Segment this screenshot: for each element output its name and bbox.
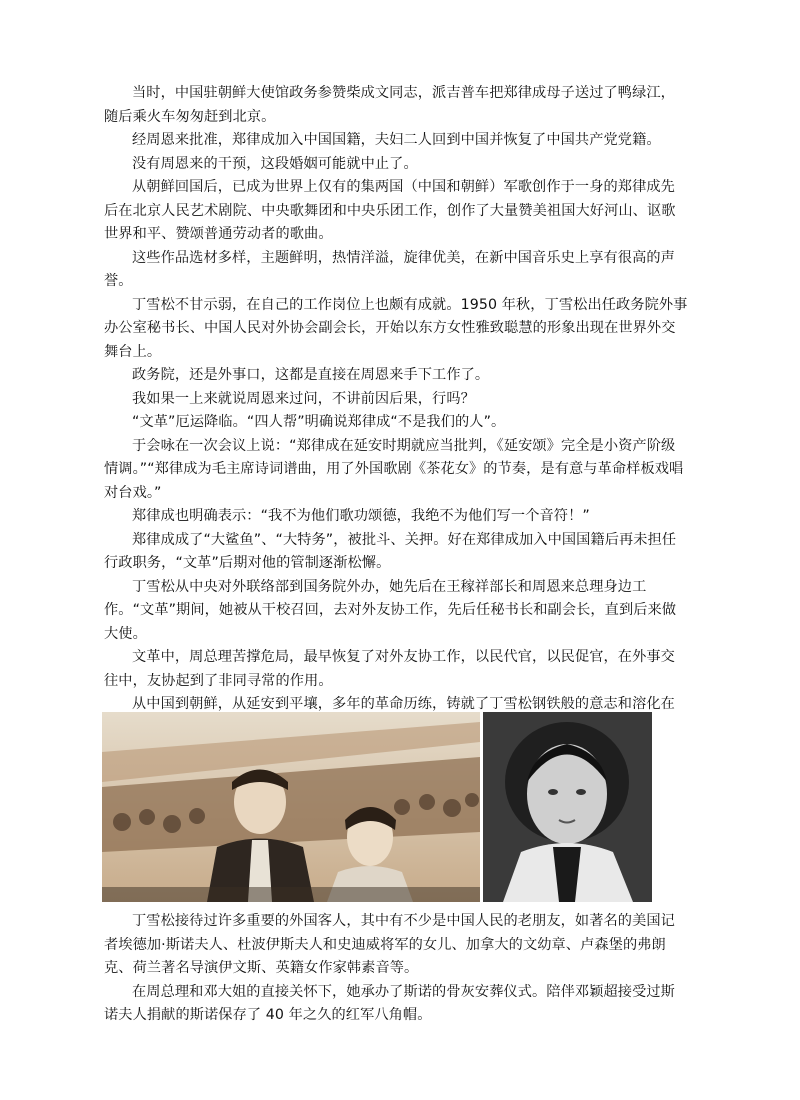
photo-row	[102, 712, 652, 902]
article-body-bottom	[104, 910, 688, 1028]
paragraph: 郑律成也明确表示：“我不为他们歌功颂德，我绝不为他们写一个音符！”	[132, 508, 590, 524]
portrait-photo	[483, 712, 652, 902]
paragraph: 文革中，周总理苦撑危局，最早恢复了对外友协工作，以民代官，以民促官，在外事交往中，友协起到了非同寻常的作用。	[104, 649, 675, 689]
couple-photo-illustration	[102, 712, 480, 902]
paragraph: “文革”厄运降临。“四人帮”明确说郑律成“不是我们的人”。	[132, 414, 506, 430]
couple-photo	[102, 712, 480, 902]
paragraph: 从朝鲜回国后，已成为世界上仅有的集两国（中国和朝鲜）军歌创作于一身的郑律成先后在北京人民艺术剧院、中央歌舞团和中央乐团工作，创作了大量赞美祖国大好河山、讴歌世界和平、赞颂普通劳动者的歌曲。	[104, 179, 676, 242]
paragraph: 没有周恩来的干预，这段婚姻可能就中止了。	[132, 155, 418, 172]
paragraph: 经周恩来批准，郑律成加入中国国籍，夫妇二人回到中国并恢复了中国共产党党籍。	[132, 132, 661, 148]
paragraph: 郑律成成了“大鲨鱼”、“大特务”，被批斗、关押。好在郑律成加入中国国籍后再未担任行政职务，“文革”后期对他的管制逐渐松懈。	[104, 531, 677, 571]
paragraph: 于会咏在一次会议上说：“郑律成在延安时期就应当批判，《延安颂》完全是小资产阶级情调。”“郑律成为毛主席诗词谱曲，用了外国歌剧《茶花女》的节奏，是有意与革命样板戏唱对台戏。”	[104, 437, 684, 501]
paragraph: 丁雪松不甘示弱，在自己的工作岗位上也颇有成就。1950 年秋，丁雪松出任政务院外事办公室秘书长、中国人民对外协会副会长，开始以东方女性雅致聪慧的形象出现在世界外交舞台上。	[104, 296, 688, 360]
paragraph: 从中国到朝鲜，从延安到平壤，多年的革命历练，铸就了丁雪松钢铁般的意志和溶化在	[132, 696, 675, 712]
paragraph: 当时，中国驻朝鲜大使馆政务参赞柴成文同志，派吉普车把郑律成母子送过了鸭绿江，随后乘火车匆匆赶到北京。	[104, 85, 675, 125]
paragraph: 丁雪松接待过许多重要的外国客人，其中有不少是中国人民的老朋友，如著名的美国记者埃德加·斯诺夫人、杜波伊斯夫人和史迪威将军的女儿、加拿大的文幼章、卢森堡的弗朗克、荷兰著名导演伊文斯、英籍女作家韩素音等。	[104, 913, 675, 976]
paragraph: 我如果一上来就说周恩来过问，不讲前因后果，行吗？	[132, 390, 475, 407]
article-body-top	[104, 82, 688, 740]
portrait-photo-illustration	[483, 712, 652, 902]
paragraph: 丁雪松从中央对外联络部到国务院外办，她先后在王稼祥部长和周恩来总理身边工作。“文革”期间，她被从干校召回，去对外友协工作，先后任秘书长和副会长，直到后来做大使。	[104, 578, 677, 642]
paragraph: 这些作品选材多样，主题鲜明，热情洋溢，旋律优美，在新中国音乐史上享有很高的声誉。	[104, 249, 675, 289]
paragraph: 政务院，还是外事口，这都是直接在周恩来手下工作了。	[132, 367, 490, 383]
paragraph: 在周总理和邓大姐的直接关怀下，她承办了斯诺的骨灰安葬仪式。陪伴邓颖超接受过斯诺夫人捐献的斯诺保存了 40 年之久的红军八角帽。	[104, 983, 675, 1023]
